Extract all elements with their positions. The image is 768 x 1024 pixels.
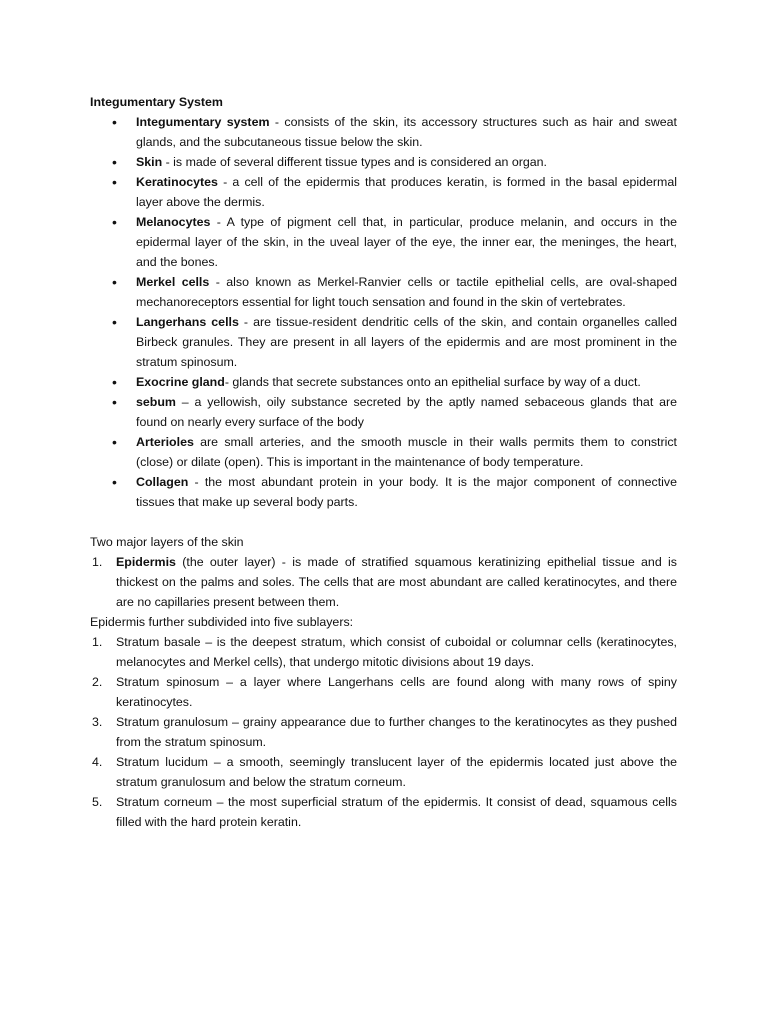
sublayer-description: Stratum lucidum – a smooth, seemingly translucent layer of the epidermis located just above the stratum granulosum and below the stratum corneum. (116, 755, 677, 789)
term-definition: - A type of pigment cell that, in particular, produce melanin, and occurs in the epidermal layer of the skin, in the uveal layer of the eye, the inner ear, the meninges, the heart, and the bones. (136, 215, 677, 269)
sublayers-heading: Epidermis further subdivided into five sublayers: (90, 615, 354, 629)
term-name: Merkel cells (136, 275, 210, 289)
terms-list (90, 112, 677, 512)
bullet-icon: • (112, 314, 117, 330)
sublayer-item (90, 632, 677, 672)
term-definition: - are tissue-resident dendritic cells of the skin, and contain organelles called Birbeck granules. They are present in all layers of the epidermis and are most prominent in the stratum spinosum. (136, 315, 677, 369)
term-name: Keratinocytes (136, 175, 218, 189)
term-item (90, 372, 677, 392)
sublayer-description: Stratum granulosum – grainy appearance due to further changes to the keratinocytes as they pushed from the stratum spinosum. (116, 715, 677, 749)
sublayer-description: Stratum basale – is the deepest stratum, which consist of cuboidal or columnar cells (keratinocytes, melanocytes and Merkel cells), that undergo mitotic divisions about 19 days. (116, 635, 677, 669)
sublayer-description: Stratum corneum – the most superficial stratum of the epidermis. It consist of dead, squamous cells filled with the hard protein keratin. (116, 795, 677, 829)
layer-item (90, 552, 677, 612)
term-item (90, 112, 677, 152)
term-definition: - consists of the skin, its accessory structures such as hair and sweat glands, and the subcutaneous tissue below the skin. (136, 115, 678, 149)
bullet-icon: • (112, 154, 117, 170)
sublayer-item (90, 672, 677, 712)
term-definition: - the most abundant protein in your body. It is the major component of connective tissues that make up several body parts. (136, 475, 677, 509)
term-item (90, 272, 677, 312)
term-item (90, 152, 677, 172)
bullet-icon: • (112, 474, 117, 490)
term-name: Exocrine gland (136, 375, 225, 389)
list-number: 1. (92, 555, 103, 569)
term-name: Langerhans cells (136, 315, 239, 329)
term-name: Arterioles (136, 435, 194, 449)
sublayer-item (90, 792, 677, 832)
sublayer-description: Stratum spinosum – a layer where Langerhans cells are found along with many rows of spiny keratinocytes. (116, 675, 677, 709)
term-item (90, 392, 677, 432)
term-definition: - a cell of the epidermis that produces keratin, is formed in the basal epidermal layer above the dermis. (136, 175, 677, 209)
layers-heading: Two major layers of the skin (90, 535, 244, 549)
list-number: 4. (92, 755, 103, 769)
term-definition: are small arteries, and the smooth muscle in their walls permits them to constrict (close) or dilate (open). This is important in the maintenance of body temperature. (136, 435, 677, 469)
layer-description: (the outer layer) - is made of stratified squamous keratinizing epithelial tissue and is thickest on the palms and soles. The cells that are most abundant are called keratinocytes, and there are no capillaries present between them. (116, 555, 677, 609)
term-name: Integumentary system (136, 115, 270, 129)
term-name: Collagen (136, 475, 189, 489)
list-number: 2. (92, 675, 103, 689)
term-name: sebum (136, 395, 176, 409)
term-item (90, 172, 677, 212)
sublayer-item (90, 712, 677, 752)
term-name: Melanocytes (136, 215, 211, 229)
term-item (90, 312, 677, 372)
term-definition: - is made of several different tissue types and is considered an organ. (162, 155, 547, 169)
bullet-icon: • (112, 114, 117, 130)
sublayer-item (90, 752, 677, 792)
layer-name: Epidermis (116, 555, 176, 569)
term-item (90, 432, 677, 472)
bullet-icon: • (112, 374, 117, 390)
term-item (90, 212, 677, 272)
bullet-icon: • (112, 394, 117, 410)
list-number: 3. (92, 715, 103, 729)
term-definition: - glands that secrete substances onto an epithelial surface by way of a duct. (224, 375, 641, 389)
term-definition: – a yellowish, oily substance secreted by the aptly named sebaceous glands that are found on nearly every surface of the body (136, 395, 677, 429)
sublayers-list (90, 632, 677, 832)
list-number: 5. (92, 795, 103, 809)
document-body (90, 92, 677, 832)
bullet-icon: • (112, 174, 117, 190)
term-name: Skin (136, 155, 163, 169)
term-definition: - also known as Merkel-Ranvier cells or tactile epithelial cells, are oval-shaped mechanoreceptors essential for light touch sensation and found in the skin of vertebrates. (136, 275, 678, 309)
bullet-icon: • (112, 214, 117, 230)
layers-list (90, 552, 677, 612)
bullet-icon: • (112, 274, 117, 290)
bullet-icon: • (112, 434, 117, 450)
list-number: 1. (92, 635, 103, 649)
term-item (90, 472, 677, 512)
document-title: Integumentary System (90, 95, 223, 109)
